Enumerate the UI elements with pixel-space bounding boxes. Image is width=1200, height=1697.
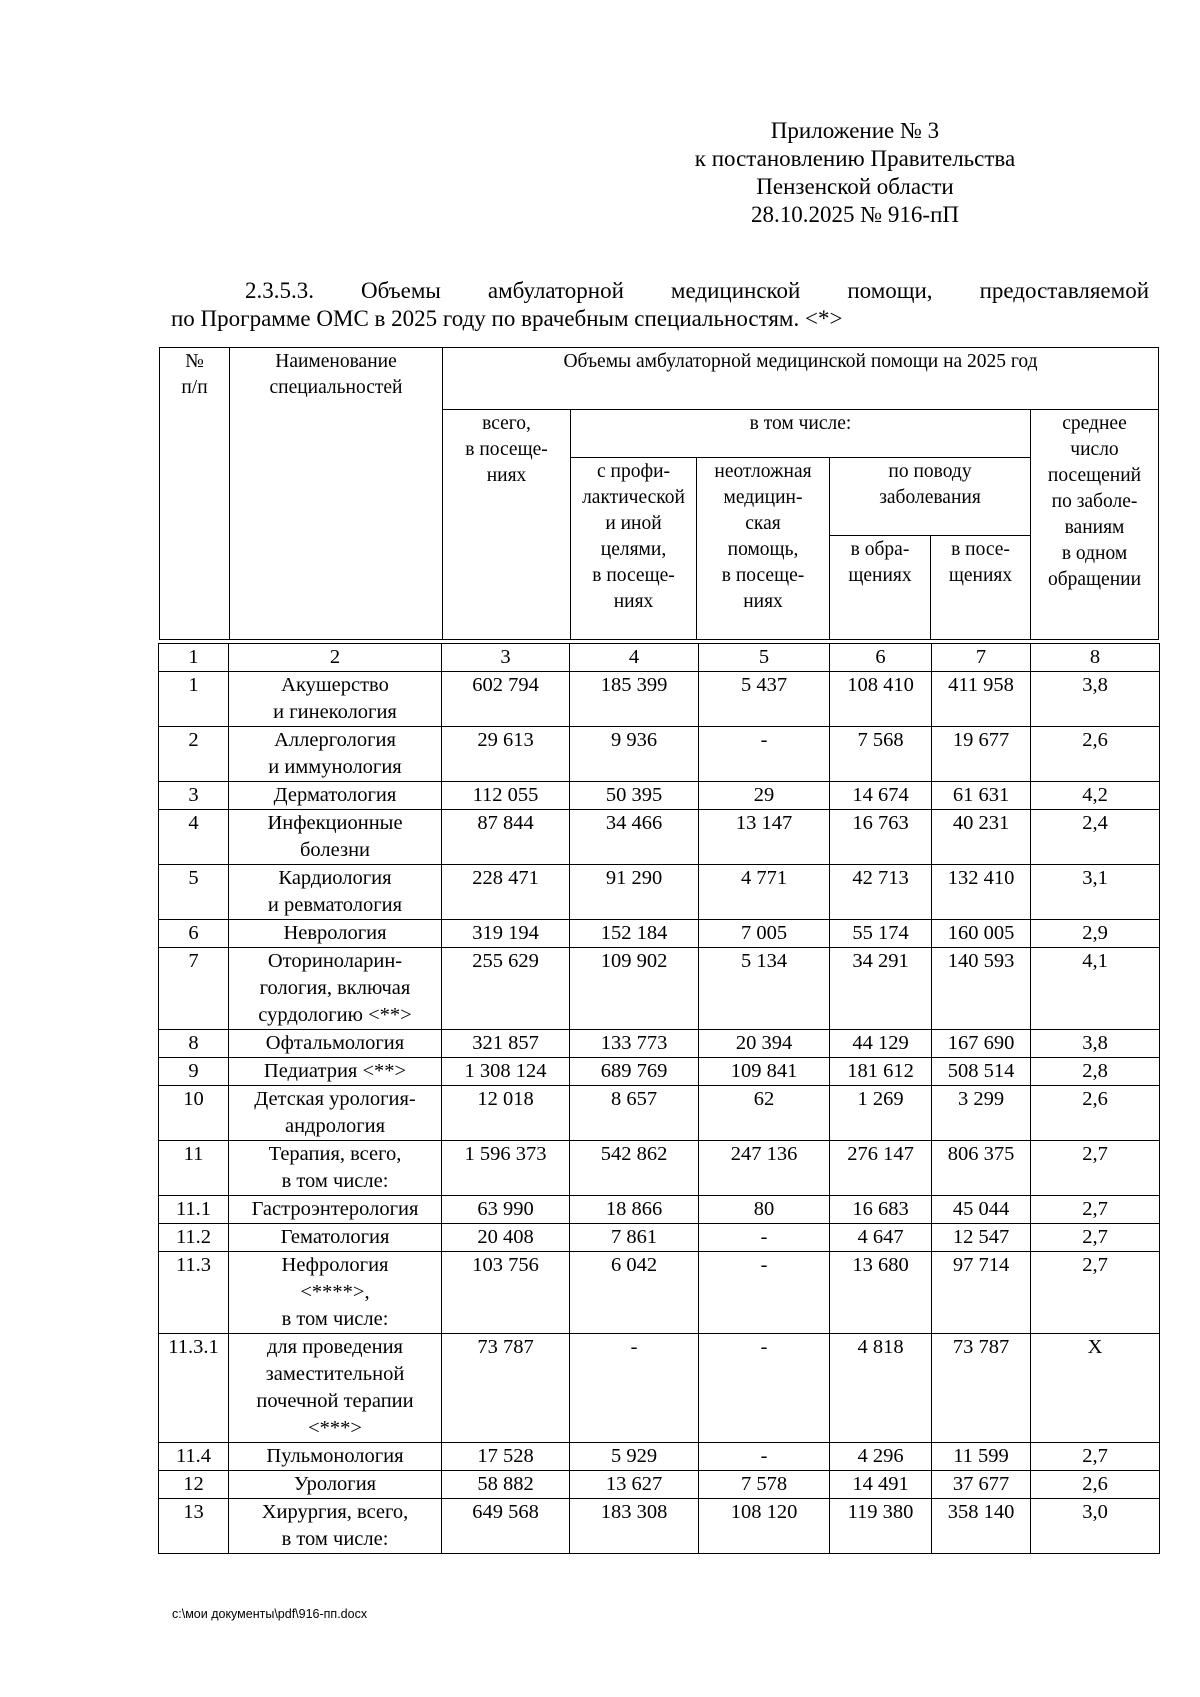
- table-row: [159, 1252, 1160, 1334]
- average-visits: 2,7: [1031, 1224, 1160, 1252]
- table-row: [159, 865, 1160, 920]
- row-number: 2: [159, 727, 229, 782]
- row-number: 10: [159, 1086, 229, 1141]
- urgent-visits: 62: [699, 1086, 830, 1141]
- average-visits: 2,6: [1031, 727, 1160, 782]
- table-row: [159, 672, 1160, 727]
- average-visits: 2,6: [1031, 1471, 1160, 1499]
- disease-visits: 37 677: [932, 1471, 1031, 1499]
- preventive-visits: 50 395: [570, 782, 699, 810]
- disease-appeals: 55 174: [830, 920, 932, 948]
- average-visits: 2,7: [1031, 1196, 1160, 1224]
- specialty-name: Аллергология и иммунология: [229, 727, 442, 782]
- header-preventive: с профи- лактической и иной целями, в посеще- ниях: [571, 458, 697, 640]
- table-row: [159, 1224, 1160, 1252]
- disease-visits: 160 005: [932, 920, 1031, 948]
- total-visits: 17 528: [442, 1443, 570, 1471]
- urgent-visits: 5 134: [699, 948, 830, 1030]
- disease-appeals: 13 680: [830, 1252, 932, 1334]
- average-visits: 2,6: [1031, 1086, 1160, 1141]
- table-row: [159, 948, 1160, 1030]
- total-visits: 321 857: [442, 1030, 570, 1058]
- preventive-visits: 9 936: [570, 727, 699, 782]
- urgent-visits: -: [699, 1334, 830, 1443]
- average-visits: 3,1: [1031, 865, 1160, 920]
- preventive-visits: 13 627: [570, 1471, 699, 1499]
- row-number: 11.1: [159, 1196, 229, 1224]
- average-visits: 3,8: [1031, 1030, 1160, 1058]
- disease-visits: 3 299: [932, 1086, 1031, 1141]
- average-visits: 3,0: [1031, 1499, 1160, 1554]
- preventive-visits: 18 866: [570, 1196, 699, 1224]
- column-number: 2: [229, 644, 442, 672]
- column-number: 4: [570, 644, 699, 672]
- urgent-visits: 247 136: [699, 1141, 830, 1196]
- specialty-name: Кардиология и ревматология: [229, 865, 442, 920]
- row-number: 6: [159, 920, 229, 948]
- specialty-name: Терапия, всего, в том числе:: [229, 1141, 442, 1196]
- total-visits: 649 568: [442, 1499, 570, 1554]
- average-visits: 2,4: [1031, 810, 1160, 865]
- column-number: 8: [1031, 644, 1160, 672]
- header-specialty-name: Наименование специальностей: [230, 348, 443, 640]
- disease-visits: 12 547: [932, 1224, 1031, 1252]
- table-row: [159, 782, 1160, 810]
- urgent-visits: 5 437: [699, 672, 830, 727]
- disease-appeals: 14 674: [830, 782, 932, 810]
- urgent-visits: 29: [699, 782, 830, 810]
- header-disease-appeals: в обра- щениях: [830, 536, 931, 640]
- disease-appeals: 4 296: [830, 1443, 932, 1471]
- disease-visits: 11 599: [932, 1443, 1031, 1471]
- disease-appeals: 16 763: [830, 810, 932, 865]
- disease-visits: 19 677: [932, 727, 1031, 782]
- specialty-name: Гастроэнтерология: [229, 1196, 442, 1224]
- row-number: 3: [159, 782, 229, 810]
- total-visits: 1 596 373: [442, 1141, 570, 1196]
- appendix-date-number: 28.10.2025 № 916-пП: [750, 202, 960, 227]
- disease-appeals: 34 291: [830, 948, 932, 1030]
- section-heading-line1: 2.3.5.3. Объемы амбулаторной медицинской помощи, предоставляемой: [245, 278, 1149, 303]
- disease-visits: 97 714: [932, 1252, 1031, 1334]
- urgent-visits: -: [699, 1224, 830, 1252]
- row-number: 11.3: [159, 1252, 229, 1334]
- urgent-visits: 80: [699, 1196, 830, 1224]
- preventive-visits: 183 308: [570, 1499, 699, 1554]
- average-visits: 4,2: [1031, 782, 1160, 810]
- urgent-visits: -: [699, 1443, 830, 1471]
- specialty-name: Дерматология: [229, 782, 442, 810]
- specialty-name: для проведения заместительной почечной терапии <***>: [229, 1334, 442, 1443]
- disease-visits: 358 140: [932, 1499, 1031, 1554]
- total-visits: 73 787: [442, 1334, 570, 1443]
- disease-visits: 411 958: [932, 672, 1031, 727]
- total-visits: 228 471: [442, 865, 570, 920]
- table-row: [159, 1086, 1160, 1141]
- preventive-visits: 109 902: [570, 948, 699, 1030]
- table-row: [159, 727, 1160, 782]
- urgent-visits: 13 147: [699, 810, 830, 865]
- total-visits: 112 055: [442, 782, 570, 810]
- table-row: [159, 1030, 1160, 1058]
- specialty-name: Нефрология <****>, в том числе:: [229, 1252, 442, 1334]
- header-volumes: Объемы амбулаторной медицинской помощи на 2025 год: [443, 348, 1159, 410]
- specialty-name: Детская урология- андрология: [229, 1086, 442, 1141]
- table-row: [159, 1334, 1160, 1443]
- total-visits: 58 882: [442, 1471, 570, 1499]
- header-disease-visits: в посе- щениях: [931, 536, 1031, 640]
- total-visits: 255 629: [442, 948, 570, 1030]
- column-number: 6: [830, 644, 932, 672]
- table-row: [159, 1499, 1160, 1554]
- disease-visits: 167 690: [932, 1030, 1031, 1058]
- disease-visits: 61 631: [932, 782, 1031, 810]
- file-path-footer: c:\мои документы\pdf\916-пп.docx: [172, 1607, 368, 1621]
- header-average-visits: среднее число посещений по заболе- ваниям в одном обращении: [1031, 410, 1159, 640]
- appendix-region: Пензенской области: [756, 174, 954, 199]
- disease-appeals: 7 568: [830, 727, 932, 782]
- average-visits: 2,7: [1031, 1252, 1160, 1334]
- disease-appeals: 14 491: [830, 1471, 932, 1499]
- data-table: [158, 643, 1160, 1554]
- column-number: 7: [932, 644, 1031, 672]
- preventive-visits: 152 184: [570, 920, 699, 948]
- row-number: 12: [159, 1471, 229, 1499]
- header-urgent: неотложная медицин- ская помощь, в посеще- ниях: [697, 458, 830, 640]
- urgent-visits: 7 578: [699, 1471, 830, 1499]
- specialty-name: Оториноларин- гология, включая сурдологию <**>: [229, 948, 442, 1030]
- specialty-name: Хирургия, всего, в том числе:: [229, 1499, 442, 1554]
- table-row: [159, 1471, 1160, 1499]
- specialty-name: Неврология: [229, 920, 442, 948]
- specialty-name: Урология: [229, 1471, 442, 1499]
- table-row: [159, 1058, 1160, 1086]
- preventive-visits: 133 773: [570, 1030, 699, 1058]
- total-visits: 1 308 124: [442, 1058, 570, 1086]
- appendix-resolution: к постановлению Правительства: [694, 146, 1016, 171]
- average-visits: 2,9: [1031, 920, 1160, 948]
- disease-appeals: 108 410: [830, 672, 932, 727]
- row-number: 4: [159, 810, 229, 865]
- header-total-visits: всего, в посеще- ниях: [443, 410, 571, 640]
- total-visits: 20 408: [442, 1224, 570, 1252]
- preventive-visits: 5 929: [570, 1443, 699, 1471]
- urgent-visits: 109 841: [699, 1058, 830, 1086]
- column-number: 5: [699, 644, 830, 672]
- disease-appeals: 276 147: [830, 1141, 932, 1196]
- disease-appeals: 4 818: [830, 1334, 932, 1443]
- average-visits: 2,7: [1031, 1443, 1160, 1471]
- urgent-visits: 20 394: [699, 1030, 830, 1058]
- appendix-title: Приложение № 3: [770, 118, 940, 143]
- total-visits: 29 613: [442, 727, 570, 782]
- preventive-visits: 8 657: [570, 1086, 699, 1141]
- urgent-visits: -: [699, 1252, 830, 1334]
- table-body: [159, 644, 1160, 1554]
- header-number: № п/п: [160, 348, 230, 640]
- table-row: [159, 1443, 1160, 1471]
- row-number: 1: [159, 672, 229, 727]
- row-number: 11.2: [159, 1224, 229, 1252]
- row-number: 9: [159, 1058, 229, 1086]
- disease-appeals: 44 129: [830, 1030, 932, 1058]
- specialty-name: Офтальмология: [229, 1030, 442, 1058]
- section-heading-line2: по Программе ОМС в 2025 году по врачебным специальностям. <*>: [171, 306, 843, 331]
- row-number: 11: [159, 1141, 229, 1196]
- total-visits: 103 756: [442, 1252, 570, 1334]
- preventive-visits: 91 290: [570, 865, 699, 920]
- row-number: 8: [159, 1030, 229, 1058]
- total-visits: 319 194: [442, 920, 570, 948]
- header-disease: по поводу заболевания: [830, 458, 1031, 536]
- preventive-visits: 185 399: [570, 672, 699, 727]
- average-visits: 4,1: [1031, 948, 1160, 1030]
- disease-visits: 140 593: [932, 948, 1031, 1030]
- header-including: в том числе:: [571, 410, 1031, 458]
- disease-appeals: 1 269: [830, 1086, 932, 1141]
- row-number: 11.4: [159, 1443, 229, 1471]
- row-number: 5: [159, 865, 229, 920]
- row-number: 13: [159, 1499, 229, 1554]
- disease-appeals: 181 612: [830, 1058, 932, 1086]
- urgent-visits: 4 771: [699, 865, 830, 920]
- total-visits: 12 018: [442, 1086, 570, 1141]
- disease-visits: 45 044: [932, 1196, 1031, 1224]
- appendix-block: [655, 117, 1055, 229]
- disease-appeals: 4 647: [830, 1224, 932, 1252]
- section-heading: [171, 277, 1149, 333]
- preventive-visits: 689 769: [570, 1058, 699, 1086]
- disease-visits: 73 787: [932, 1334, 1031, 1443]
- total-visits: 63 990: [442, 1196, 570, 1224]
- column-number: 1: [159, 644, 229, 672]
- preventive-visits: 542 862: [570, 1141, 699, 1196]
- urgent-visits: 108 120: [699, 1499, 830, 1554]
- average-visits: 2,7: [1031, 1141, 1160, 1196]
- specialty-name: Акушерство и гинекология: [229, 672, 442, 727]
- specialty-name: Инфекционные болезни: [229, 810, 442, 865]
- disease-visits: 508 514: [932, 1058, 1031, 1086]
- table-row: [159, 1196, 1160, 1224]
- preventive-visits: 7 861: [570, 1224, 699, 1252]
- total-visits: 602 794: [442, 672, 570, 727]
- disease-visits: 40 231: [932, 810, 1031, 865]
- urgent-visits: -: [699, 727, 830, 782]
- table-header: [159, 347, 1159, 640]
- total-visits: 87 844: [442, 810, 570, 865]
- table-row: [159, 920, 1160, 948]
- disease-visits: 132 410: [932, 865, 1031, 920]
- column-number-row: [159, 644, 1160, 672]
- specialty-name: Гематология: [229, 1224, 442, 1252]
- preventive-visits: 6 042: [570, 1252, 699, 1334]
- specialty-name: Педиатрия <**>: [229, 1058, 442, 1086]
- specialty-name: Пульмонология: [229, 1443, 442, 1471]
- preventive-visits: 34 466: [570, 810, 699, 865]
- average-visits: Х: [1031, 1334, 1160, 1443]
- preventive-visits: -: [570, 1334, 699, 1443]
- table-row: [159, 810, 1160, 865]
- row-number: 11.3.1: [159, 1334, 229, 1443]
- disease-appeals: 119 380: [830, 1499, 932, 1554]
- average-visits: 2,8: [1031, 1058, 1160, 1086]
- average-visits: 3,8: [1031, 672, 1160, 727]
- row-number: 7: [159, 948, 229, 1030]
- disease-appeals: 42 713: [830, 865, 932, 920]
- column-number: 3: [442, 644, 570, 672]
- disease-visits: 806 375: [932, 1141, 1031, 1196]
- disease-appeals: 16 683: [830, 1196, 932, 1224]
- urgent-visits: 7 005: [699, 920, 830, 948]
- table-row: [159, 1141, 1160, 1196]
